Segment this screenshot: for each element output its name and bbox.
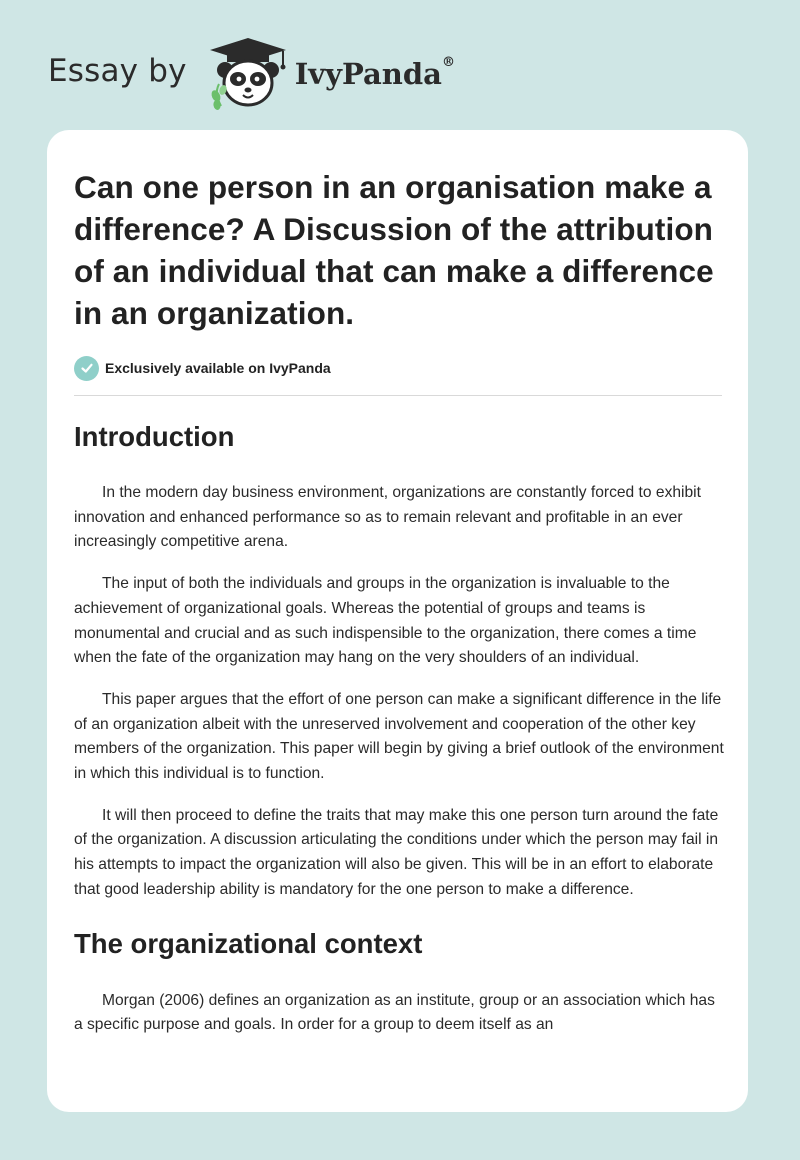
brand-name[interactable]: IvyPanda®	[294, 55, 455, 91]
ivypanda-logo-icon[interactable]	[203, 36, 293, 110]
paragraph: The input of both the individuals and groups in the organization is invaluable to the achievement of organizational goals. Whereas the potential of groups and teams is monumental and crucial and as such indispensible to the organization, there comes a time when the fate of the organization may hang on the very shoulders of an individual.	[74, 575, 697, 667]
paragraph: Morgan (2006) defines an organization as an institute, group or an association which has a specific purpose and goals. In order for a group to deem itself as an	[74, 991, 715, 1034]
registered-mark: ®	[441, 55, 455, 70]
section-heading: Introduction	[74, 421, 235, 452]
exclusive-badge-label: Exclusively available on IvyPanda	[105, 360, 331, 376]
site-header	[48, 36, 455, 110]
section-heading: The organizational context	[74, 927, 423, 959]
paragraph: It will then proceed to define the traits that may make this one person turn around the fate of the organization. A discussion articulating the conditions under which the person may fail in his attempts to impact the organization will also be given. This will be in an effort to elaborate that good leadership ability is mandatory for the one person to make a difference.	[74, 806, 719, 898]
check-icon	[74, 356, 99, 381]
essay-by-label: Essay by	[48, 53, 187, 89]
divider	[74, 395, 722, 396]
essay-card	[47, 130, 748, 1112]
paragraph: This paper argues that the effort of one person can make a significant difference in the life of an organization albeit with the unreserved involvement and cooperation of the other key members of the organization. This paper will begin by giving a brief outlook of the environment in which this individual is to function.	[74, 690, 724, 783]
page-title: Can one person in an organisation make a difference? A Discussion of the attribution of an individual that can make a difference in an organization.	[74, 169, 714, 331]
paragraph: In the modern day business environment, organizations are constantly forced to exhibit innovation and enhanced performance so as to remain relevant and profitable in an ever increasingly competitive arena.	[74, 484, 701, 551]
exclusive-badge	[74, 355, 720, 381]
